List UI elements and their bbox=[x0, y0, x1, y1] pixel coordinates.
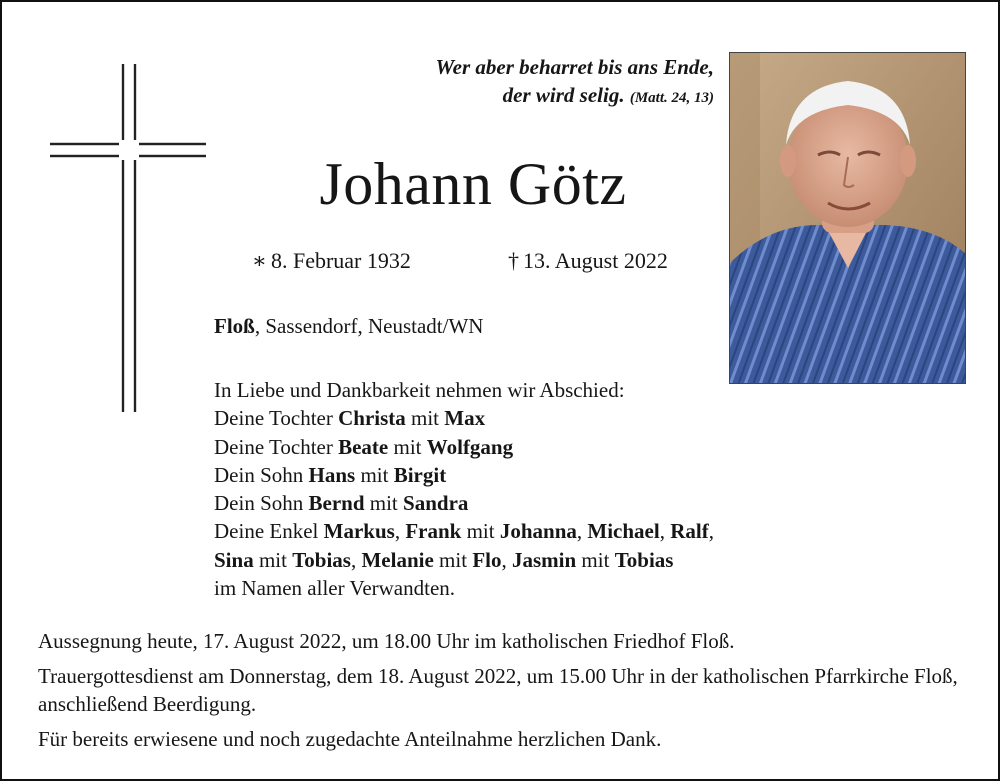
connector: , bbox=[659, 519, 671, 544]
mourner-name: Johanna bbox=[499, 519, 577, 544]
mourner-name: Bernd bbox=[308, 491, 365, 516]
mourners-list bbox=[214, 376, 714, 602]
places-line bbox=[214, 311, 483, 341]
connector: , bbox=[576, 519, 588, 544]
bible-verse-reference: (Matt. 24, 13) bbox=[629, 90, 714, 106]
mourner-line bbox=[214, 489, 714, 517]
death-dagger-icon: † bbox=[508, 248, 519, 273]
mourner-name: Markus bbox=[323, 519, 395, 544]
mourner-name: Wolfgang bbox=[426, 434, 514, 459]
relation: Dein Sohn bbox=[214, 462, 309, 487]
mourner-name: Sandra bbox=[403, 491, 469, 516]
mourner-name: Beate bbox=[338, 434, 389, 459]
mourner-name: Ralf bbox=[670, 519, 709, 544]
birth-date-text: 8. Februar 1932 bbox=[270, 248, 411, 273]
mourner-name: Birgit bbox=[393, 462, 447, 487]
portrait-image bbox=[730, 53, 965, 383]
mourner-name: Flo bbox=[472, 547, 502, 572]
mourner-name: Frank bbox=[405, 519, 462, 544]
relation: Deine Tochter bbox=[214, 434, 339, 459]
mourner-line bbox=[214, 461, 714, 489]
bible-verse-text: der wird selig. bbox=[502, 83, 625, 107]
cross-icon bbox=[46, 60, 210, 416]
connector: mit bbox=[355, 462, 394, 487]
connector: , bbox=[394, 519, 406, 544]
relation: Deine Tochter bbox=[214, 406, 339, 431]
connector: mit bbox=[364, 491, 404, 516]
mourner-line bbox=[214, 517, 714, 545]
mourner-name: Christa bbox=[338, 406, 406, 431]
connector: , bbox=[350, 547, 362, 572]
mourner-name: Max bbox=[444, 406, 486, 431]
connector: mit bbox=[405, 406, 445, 431]
relation: Deine Enkel bbox=[214, 519, 324, 544]
connector: mit bbox=[576, 547, 615, 572]
bible-verse-line-2 bbox=[302, 81, 714, 112]
connector: mit bbox=[461, 519, 500, 544]
bible-verse-line-1: Wer aber beharret bis ans Ende, bbox=[435, 55, 714, 79]
thanks-note: Für bereits erwiesene und noch zugedachte Anteilnahme herzlichen Dank. bbox=[38, 726, 662, 751]
mourner-line bbox=[214, 546, 714, 574]
connector: , bbox=[501, 547, 512, 572]
birth-star-icon: ∗ bbox=[252, 248, 267, 273]
connector: , bbox=[708, 519, 714, 544]
funeral-service-note: Trauergottesdienst am Donnerstag, dem 18. August 2022, um 15.00 Uhr in der katholischen Pfarrkirche Floß, anschließend Beerdigung. bbox=[38, 663, 958, 716]
deceased-name: Johann Götz bbox=[319, 151, 627, 217]
connector: mit bbox=[433, 547, 473, 572]
blessing-note: Aussegnung heute, 17. August 2022, um 18.00 Uhr im katholischen Friedhof Floß. bbox=[38, 629, 735, 653]
mourner-line bbox=[214, 433, 714, 461]
place-main: Floß bbox=[214, 314, 255, 338]
mourner-name: Sina bbox=[214, 547, 254, 572]
mourner-name: Hans bbox=[308, 462, 356, 487]
death-date bbox=[508, 246, 668, 276]
relation: Dein Sohn bbox=[214, 491, 309, 516]
death-date-text: 13. August 2022 bbox=[523, 248, 668, 273]
mourner-name: Tobias bbox=[292, 547, 351, 572]
portrait-photo bbox=[729, 52, 966, 384]
mourner-name: Jasmin bbox=[511, 547, 577, 572]
connector: mit bbox=[253, 547, 293, 572]
mourner-name: Tobias bbox=[614, 547, 674, 572]
mourner-name: Michael bbox=[587, 519, 660, 544]
birth-date bbox=[252, 246, 411, 276]
mourners-intro: In Liebe und Dankbarkeit nehmen wir Abschied: bbox=[214, 378, 625, 402]
mourners-closing: im Namen aller Verwandten. bbox=[214, 576, 456, 601]
mourner-line bbox=[214, 404, 714, 432]
place-rest: , Sassendorf, Neustadt/WN bbox=[254, 314, 484, 338]
mourner-name: Melanie bbox=[361, 547, 434, 572]
connector: mit bbox=[388, 434, 427, 459]
service-notes bbox=[38, 627, 968, 753]
